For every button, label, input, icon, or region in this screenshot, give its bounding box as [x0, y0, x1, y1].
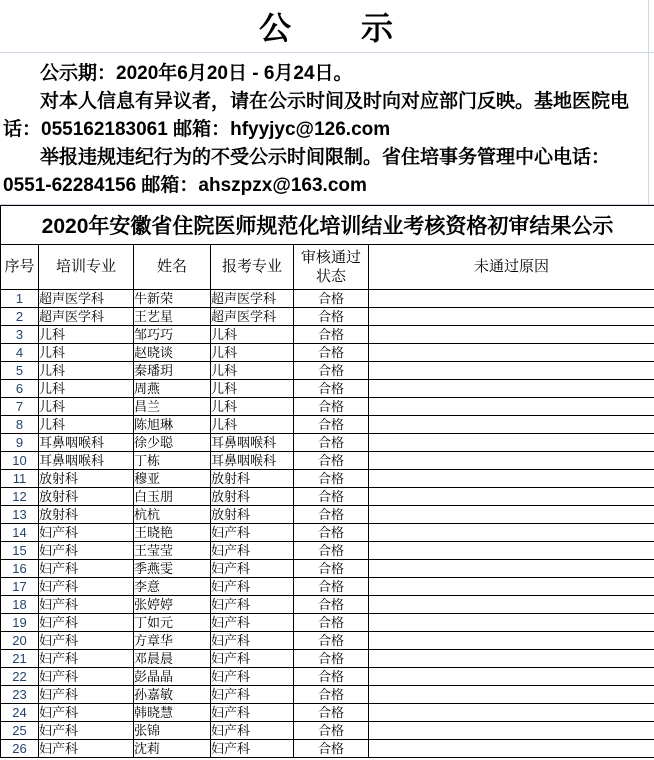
exam-specialty-cell: 儿科: [211, 362, 294, 380]
exam-specialty-cell: 儿科: [211, 380, 294, 398]
status-cell: 合格: [294, 722, 369, 740]
table-row: [1, 650, 654, 668]
table-row: [1, 722, 654, 740]
row-number-cell: 7: [1, 398, 39, 416]
fail-reason-cell: [369, 668, 654, 686]
col-header-training: 培训专业: [39, 245, 134, 290]
name-cell: 牛新荣: [134, 290, 211, 308]
status-cell: 合格: [294, 290, 369, 308]
fail-reason-cell: [369, 614, 654, 632]
fail-reason-cell: [369, 470, 654, 488]
training-specialty-cell: 妇产科: [39, 740, 134, 758]
table-row: [1, 290, 654, 308]
name-cell: 韩晓慧: [134, 704, 211, 722]
status-cell: 合格: [294, 632, 369, 650]
table-row: [1, 560, 654, 578]
exam-specialty-cell: 妇产科: [211, 686, 294, 704]
status-cell: 合格: [294, 488, 369, 506]
results-table-body: [1, 290, 654, 758]
exam-specialty-cell: 放射科: [211, 470, 294, 488]
fail-reason-cell: [369, 488, 654, 506]
name-cell: 王莹莹: [134, 542, 211, 560]
notice-line-base-contact: 话：055162183061 邮箱：hfyyjyc@126.com: [3, 119, 391, 140]
exam-specialty-cell: 超声医学科: [211, 290, 294, 308]
fail-reason-cell: [369, 578, 654, 596]
name-cell: 王艺星: [134, 308, 211, 326]
exam-specialty-cell: 妇产科: [211, 578, 294, 596]
notice-line-center-contact: 0551-62284156 邮箱：ahszpzx@163.com: [3, 175, 367, 196]
fail-reason-cell: [369, 326, 654, 344]
row-number-cell: 14: [1, 524, 39, 542]
fail-reason-cell: [369, 362, 654, 380]
table-row: [1, 686, 654, 704]
row-number-cell: 13: [1, 506, 39, 524]
row-number-cell: 17: [1, 578, 39, 596]
row-number-cell: 22: [1, 668, 39, 686]
row-number-cell: 23: [1, 686, 39, 704]
training-specialty-cell: 妇产科: [39, 524, 134, 542]
name-cell: 赵晓谈: [134, 344, 211, 362]
row-number-cell: 19: [1, 614, 39, 632]
exam-specialty-cell: 妇产科: [211, 740, 294, 758]
row-number-cell: 24: [1, 704, 39, 722]
col-header-exam-specialty: 报考专业: [211, 245, 294, 290]
notice-line-period: 公示期：2020年6月20日 - 6月24日。: [40, 63, 353, 84]
exam-specialty-cell: 妇产科: [211, 524, 294, 542]
status-cell: 合格: [294, 704, 369, 722]
training-specialty-cell: 妇产科: [39, 614, 134, 632]
status-cell: 合格: [294, 542, 369, 560]
table-row: [1, 488, 654, 506]
fail-reason-cell: [369, 524, 654, 542]
training-specialty-cell: 妇产科: [39, 686, 134, 704]
fail-reason-cell: [369, 452, 654, 470]
status-cell: 合格: [294, 434, 369, 452]
notice-line-report: 举报违规违纪行为的不受公示时间限制。省住培事务管理中心电话：: [40, 147, 611, 168]
row-number-cell: 1: [1, 290, 39, 308]
fail-reason-cell: [369, 740, 654, 758]
name-cell: 张锦: [134, 722, 211, 740]
table-row: [1, 452, 654, 470]
name-cell: 陈旭琳: [134, 416, 211, 434]
col-header-fail-reason: 未通过原因: [369, 245, 654, 290]
table-row: [1, 578, 654, 596]
name-cell: 周燕: [134, 380, 211, 398]
row-number-cell: 10: [1, 452, 39, 470]
exam-specialty-cell: 妇产科: [211, 560, 294, 578]
fail-reason-cell: [369, 506, 654, 524]
col-header-review-status: 审核通过状态: [294, 245, 369, 290]
training-specialty-cell: 儿科: [39, 326, 134, 344]
status-cell: 合格: [294, 326, 369, 344]
name-cell: 白玉朋: [134, 488, 211, 506]
row-number-cell: 3: [1, 326, 39, 344]
results-table: [0, 205, 654, 758]
name-cell: 张婷婷: [134, 596, 211, 614]
row-number-cell: 21: [1, 650, 39, 668]
training-specialty-cell: 超声医学科: [39, 308, 134, 326]
training-specialty-cell: 放射科: [39, 506, 134, 524]
table-row: [1, 740, 654, 758]
row-number-cell: 15: [1, 542, 39, 560]
name-cell: 孙嘉敏: [134, 686, 211, 704]
status-cell: 合格: [294, 740, 369, 758]
notice-line-objection: 对本人信息有异议者，请在公示时间及时向对应部门反映。基地医院电: [40, 91, 630, 112]
exam-specialty-cell: 儿科: [211, 326, 294, 344]
table-row: [1, 596, 654, 614]
row-number-cell: 11: [1, 470, 39, 488]
status-cell: 合格: [294, 596, 369, 614]
table-row: [1, 326, 654, 344]
row-number-cell: 12: [1, 488, 39, 506]
fail-reason-cell: [369, 722, 654, 740]
training-specialty-cell: 妇产科: [39, 632, 134, 650]
exam-specialty-cell: 放射科: [211, 488, 294, 506]
training-specialty-cell: 儿科: [39, 398, 134, 416]
row-number-cell: 25: [1, 722, 39, 740]
table-row: [1, 542, 654, 560]
fail-reason-cell: [369, 596, 654, 614]
name-cell: 丁栋: [134, 452, 211, 470]
row-number-cell: 20: [1, 632, 39, 650]
exam-specialty-cell: 超声医学科: [211, 308, 294, 326]
name-cell: 李意: [134, 578, 211, 596]
row-number-cell: 26: [1, 740, 39, 758]
row-number-cell: 16: [1, 560, 39, 578]
status-cell: 合格: [294, 506, 369, 524]
name-cell: 沈莉: [134, 740, 211, 758]
name-cell: 丁如元: [134, 614, 211, 632]
notice-block: [0, 53, 654, 205]
fail-reason-cell: [369, 650, 654, 668]
status-cell: 合格: [294, 344, 369, 362]
row-number-cell: 4: [1, 344, 39, 362]
name-cell: 邓晨晨: [134, 650, 211, 668]
fail-reason-cell: [369, 398, 654, 416]
training-specialty-cell: 妇产科: [39, 668, 134, 686]
table-row: [1, 416, 654, 434]
name-cell: 穆亚: [134, 470, 211, 488]
fail-reason-cell: [369, 290, 654, 308]
fail-reason-cell: [369, 434, 654, 452]
table-row: [1, 614, 654, 632]
training-specialty-cell: 儿科: [39, 344, 134, 362]
status-cell: 合格: [294, 380, 369, 398]
training-specialty-cell: 妇产科: [39, 542, 134, 560]
table-row: [1, 434, 654, 452]
exam-specialty-cell: 妇产科: [211, 632, 294, 650]
table-row: [1, 668, 654, 686]
table-row: [1, 524, 654, 542]
exam-specialty-cell: 放射科: [211, 506, 294, 524]
fail-reason-cell: [369, 686, 654, 704]
banner: [0, 0, 654, 53]
exam-specialty-cell: 妇产科: [211, 614, 294, 632]
table-header-row: [1, 245, 654, 290]
training-specialty-cell: 放射科: [39, 488, 134, 506]
name-cell: 方章华: [134, 632, 211, 650]
training-specialty-cell: 超声医学科: [39, 290, 134, 308]
row-number-cell: 6: [1, 380, 39, 398]
table-row: [1, 308, 654, 326]
fail-reason-cell: [369, 704, 654, 722]
training-specialty-cell: 妇产科: [39, 722, 134, 740]
name-cell: 徐少聪: [134, 434, 211, 452]
status-cell: 合格: [294, 308, 369, 326]
fail-reason-cell: [369, 380, 654, 398]
name-cell: 王晓艳: [134, 524, 211, 542]
training-specialty-cell: 耳鼻咽喉科: [39, 434, 134, 452]
exam-specialty-cell: 儿科: [211, 344, 294, 362]
fail-reason-cell: [369, 344, 654, 362]
exam-specialty-cell: 妇产科: [211, 542, 294, 560]
row-number-cell: 5: [1, 362, 39, 380]
spreadsheet-gridline: [648, 0, 649, 205]
status-cell: 合格: [294, 650, 369, 668]
exam-specialty-cell: 儿科: [211, 398, 294, 416]
exam-specialty-cell: 妇产科: [211, 722, 294, 740]
row-number-cell: 2: [1, 308, 39, 326]
status-cell: 合格: [294, 452, 369, 470]
table-row: [1, 506, 654, 524]
col-header-name: 姓名: [134, 245, 211, 290]
status-cell: 合格: [294, 398, 369, 416]
status-cell: 合格: [294, 614, 369, 632]
training-specialty-cell: 儿科: [39, 380, 134, 398]
status-cell: 合格: [294, 470, 369, 488]
table-row: [1, 632, 654, 650]
row-number-cell: 18: [1, 596, 39, 614]
name-cell: 季燕雯: [134, 560, 211, 578]
exam-specialty-cell: 妇产科: [211, 704, 294, 722]
training-specialty-cell: 儿科: [39, 416, 134, 434]
fail-reason-cell: [369, 632, 654, 650]
training-specialty-cell: 耳鼻咽喉科: [39, 452, 134, 470]
table-row: [1, 398, 654, 416]
training-specialty-cell: 妇产科: [39, 650, 134, 668]
fail-reason-cell: [369, 560, 654, 578]
status-cell: 合格: [294, 686, 369, 704]
exam-specialty-cell: 耳鼻咽喉科: [211, 434, 294, 452]
table-row: [1, 344, 654, 362]
table-row: [1, 362, 654, 380]
table-row: [1, 470, 654, 488]
status-cell: 合格: [294, 362, 369, 380]
training-specialty-cell: 妇产科: [39, 560, 134, 578]
fail-reason-cell: [369, 542, 654, 560]
status-cell: 合格: [294, 416, 369, 434]
exam-specialty-cell: 妇产科: [211, 668, 294, 686]
exam-specialty-cell: 耳鼻咽喉科: [211, 452, 294, 470]
name-cell: 昌兰: [134, 398, 211, 416]
exam-specialty-cell: 妇产科: [211, 650, 294, 668]
table-row: [1, 704, 654, 722]
table-title: 2020年安徽省住院医师规范化培训结业考核资格初审结果公示: [1, 206, 654, 245]
page-title: 公 示: [258, 9, 395, 47]
training-specialty-cell: 儿科: [39, 362, 134, 380]
row-number-cell: 9: [1, 434, 39, 452]
col-header-serial: 序号: [1, 245, 39, 290]
training-specialty-cell: 妇产科: [39, 704, 134, 722]
training-specialty-cell: 放射科: [39, 470, 134, 488]
exam-specialty-cell: 妇产科: [211, 596, 294, 614]
fail-reason-cell: [369, 416, 654, 434]
status-cell: 合格: [294, 668, 369, 686]
name-cell: 杭杭: [134, 506, 211, 524]
exam-specialty-cell: 儿科: [211, 416, 294, 434]
training-specialty-cell: 妇产科: [39, 578, 134, 596]
status-cell: 合格: [294, 578, 369, 596]
fail-reason-cell: [369, 308, 654, 326]
name-cell: 邹巧巧: [134, 326, 211, 344]
name-cell: 彭晶晶: [134, 668, 211, 686]
row-number-cell: 8: [1, 416, 39, 434]
table-row: [1, 380, 654, 398]
status-cell: 合格: [294, 560, 369, 578]
training-specialty-cell: 妇产科: [39, 596, 134, 614]
status-cell: 合格: [294, 524, 369, 542]
table-title-row: [1, 206, 654, 245]
name-cell: 秦璠玥: [134, 362, 211, 380]
